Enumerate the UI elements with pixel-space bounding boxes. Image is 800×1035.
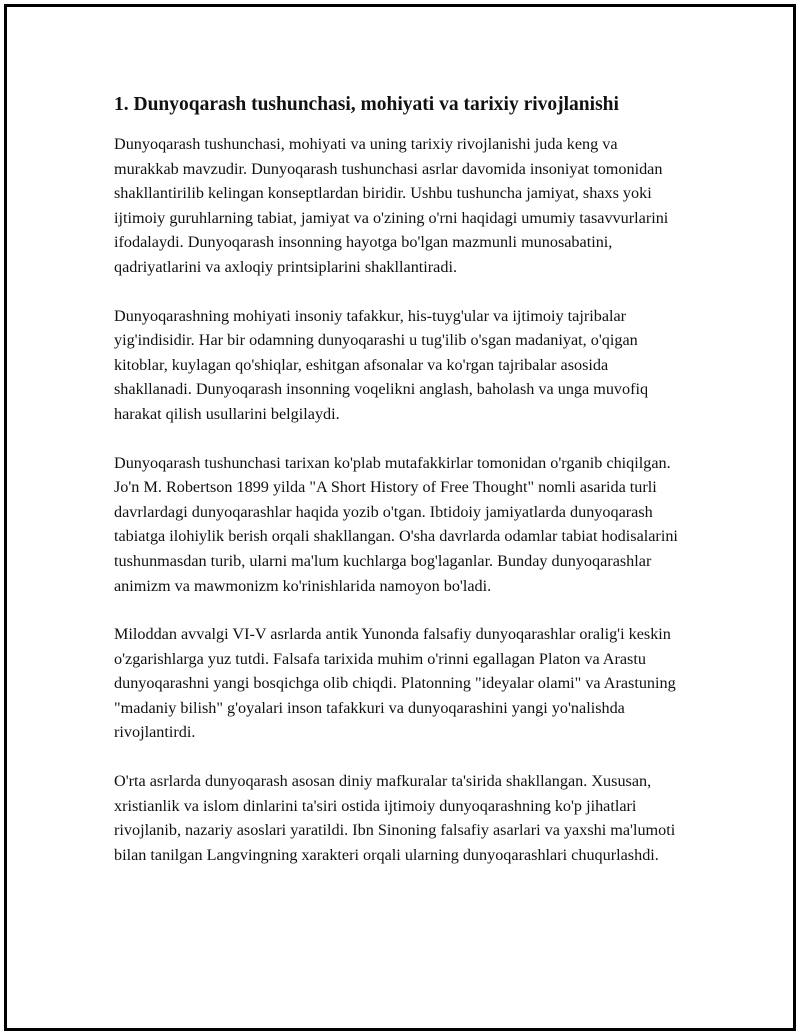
paragraph-2: Dunyoqarashning mohiyati insoniy tafakkur, his-tuyg'ular va ijtimoiy tajribalar yig'indisidir. Har bir odamning dunyoqarashi u tug'ilib o'sgan madaniyat, o'qigan kitoblar, kuylagan qo'shiqlar, eshitgan afsonalar va ko'rgan tajribalar asosida shakllanadi. Dunyoqarash insonning voqelikni anglash, baholash va unga muvofiq harakat qilish usullarini belgilaydi. xyxy=(114,306,649,423)
document-body xyxy=(114,92,684,891)
paragraph-4: Miloddan avvalgi VI-V asrlarda antik Yunonda falsafiy dunyoqarashlar oralig'i keskin o'zgarishlarga yuz tutdi. Falsafa tarixida muhim o'rinni egallagan Platon va Arastu dunyoqarashni yangi bosqichga olib chiqdi. Platonning "ideyalar olami" va Arastuning "madaniy bilish" g'oyalari inson tafakkuri va dunyoqarashini yangi yo'nalishda rivojlantirdi. xyxy=(114,625,676,742)
paragraph-5: O'rta asrlarda dunyoqarash asosan diniy mafkuralar ta'sirida shakllangan. Xususan, xristianlik va islom dinlarini ta'siri ostida ijtimoiy dunyoqarashning ko'p jihatlari rivojlanib, nazariy asoslari yaratildi. Ibn Sinoning falsafiy asarlari va yaxshi ma'lumoti bilan tanilgan Langvingning xarakteri orqali ularning dunyoqarashlari chuqurlashdi. xyxy=(114,772,676,864)
paragraph-1: Dunyoqarash tushunchasi, mohiyati va uning tarixiy rivojlanishi juda keng va murakkab mavzudir. Dunyoqarash tushunchasi asrlar davomida insoniyat tomonidan shakllantirilib kelingan konseptlardan biridir. Ushbu tushuncha jamiyat, shaxs yoki ijtimoiy guruhlarning tabiat, jamiyat va o'zining o'rni haqidagi umumiy tasavvurlarini ifodalaydi. Dunyoqarash insonning hayotga bo'lgan mazmunli munosabatini, qadriyatlarini va axloqiy printsiplarini shakllantiradi. xyxy=(114,135,669,276)
section-heading: 1. Dunyoqarash tushunchasi, mohiyati va tarixiy rivojlanishi xyxy=(114,94,619,115)
paragraph-3: Dunyoqarash tushunchasi tarixan ko'plab mutafakkirlar tomonidan o'rganib chiqilgan. Jo'n M. Robertson 1899 yilda "A Short History of Free Thought" nomli asarida turli davrlardagi dunyoqarashlar haqida yozib o'tgan. Ibtidoiy jamiyatlarda dunyoqarash tabiatga ilohiylik berish orqali shakllangan. O'sha davrlarda odamlar tabiat hodisalarini tushunmasdan turib, ularni ma'lum kuchlarga bog'laganlar. Bunday dunyoqarashlar animizm va mawmonizm ko'rinishlarida namoyon bo'ladi. xyxy=(114,453,678,595)
